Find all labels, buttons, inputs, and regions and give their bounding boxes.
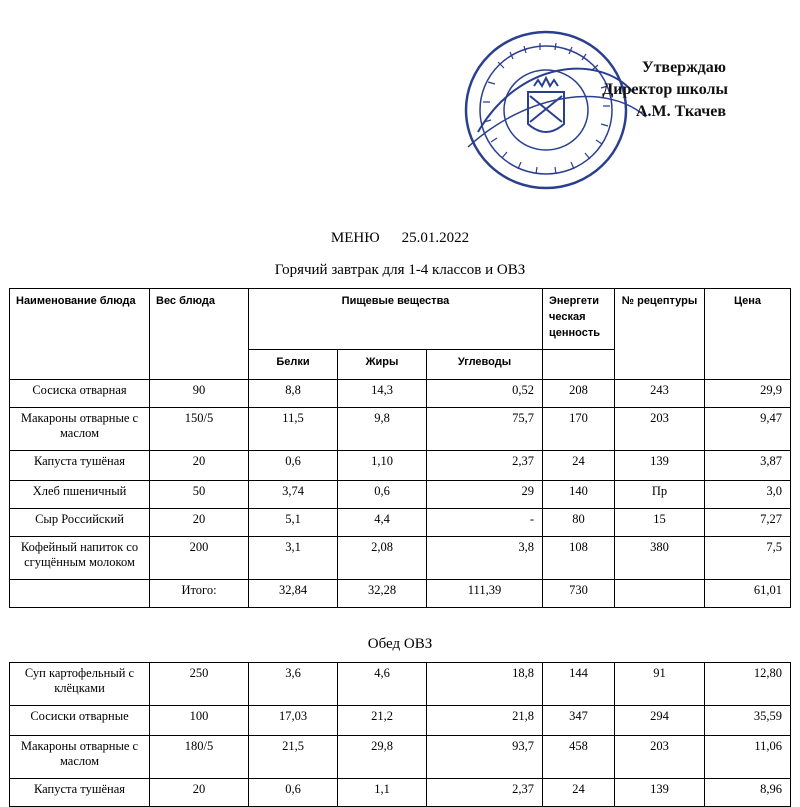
header-energy-sub — [543, 350, 615, 380]
header-weight: Вес блюда — [150, 289, 249, 380]
lunch-caption: Обед ОВЗ — [367, 636, 433, 652]
approval-line-name: А.М. Ткачев — [635, 103, 726, 120]
cell-energy: 144 — [543, 663, 615, 706]
table-row — [10, 779, 791, 807]
cell-price: 3,87 — [705, 451, 791, 481]
cell-fats: 21,2 — [338, 706, 427, 736]
total-recipe-empty — [615, 580, 705, 608]
cell-recipe: 380 — [615, 537, 705, 580]
cell-proteins: 5,1 — [249, 509, 338, 537]
approval-block — [598, 57, 738, 123]
cell-carbs: 0,52 — [427, 380, 543, 408]
cell-fats: 14,3 — [338, 380, 427, 408]
cell-proteins: 8,8 — [249, 380, 338, 408]
breakfast-total-row — [10, 580, 791, 608]
table-row — [10, 537, 791, 580]
cell-recipe: 294 — [615, 706, 705, 736]
approval-line-approve: Утверждаю — [641, 59, 726, 76]
cell-fats: 29,8 — [338, 736, 427, 779]
cell-recipe: 15 — [615, 509, 705, 537]
cell-price: 7,5 — [705, 537, 791, 580]
cell-price: 7,27 — [705, 509, 791, 537]
cell-dish-name: Макароны отварные с маслом — [10, 408, 150, 451]
header-proteins: Белки — [249, 350, 338, 380]
header-dish-name: Наименование блюда — [10, 289, 150, 380]
total-proteins: 32,84 — [249, 580, 338, 608]
cell-weight: 20 — [150, 779, 249, 807]
cell-proteins: 11,5 — [249, 408, 338, 451]
total-carbs: 111,39 — [427, 580, 543, 608]
cell-weight: 50 — [150, 481, 249, 509]
header-recipe: № рецептуры — [615, 289, 705, 380]
cell-recipe: 243 — [615, 380, 705, 408]
table-row — [10, 408, 791, 451]
cell-price: 9,47 — [705, 408, 791, 451]
cell-fats: 4,4 — [338, 509, 427, 537]
cell-energy: 347 — [543, 706, 615, 736]
header-energy: Энергети ческая ценность — [543, 289, 615, 350]
cell-energy: 140 — [543, 481, 615, 509]
cell-proteins: 3,1 — [249, 537, 338, 580]
header-fats: Жиры — [338, 350, 427, 380]
cell-dish-name: Кофейный напиток со сгущённым молоком — [10, 537, 150, 580]
total-energy: 730 — [543, 580, 615, 608]
cell-energy: 458 — [543, 736, 615, 779]
cell-price: 29,9 — [705, 380, 791, 408]
table-row — [10, 736, 791, 779]
table-row — [10, 451, 791, 481]
cell-price: 3,0 — [705, 481, 791, 509]
cell-dish-name: Сыр Российский — [10, 509, 150, 537]
cell-price: 8,96 — [705, 779, 791, 807]
cell-carbs: - — [427, 509, 543, 537]
cell-weight: 150/5 — [150, 408, 249, 451]
header-price: Цена — [705, 289, 791, 380]
lunch-table — [9, 662, 791, 807]
table-row — [10, 706, 791, 736]
cell-recipe: 139 — [615, 779, 705, 807]
cell-fats: 0,6 — [338, 481, 427, 509]
cell-recipe: 91 — [615, 663, 705, 706]
cell-dish-name: Сосиска отварная — [10, 380, 150, 408]
cell-recipe: Пр — [615, 481, 705, 509]
approval-line-position: Директор школы — [602, 81, 728, 98]
cell-fats: 9,8 — [338, 408, 427, 451]
cell-fats: 2,08 — [338, 537, 427, 580]
cell-carbs: 29 — [427, 481, 543, 509]
cell-carbs: 75,7 — [427, 408, 543, 451]
menu-date: 25.01.2022 — [401, 230, 470, 246]
cell-dish-name: Макароны отварные с маслом — [10, 736, 150, 779]
cell-proteins: 0,6 — [249, 779, 338, 807]
cell-carbs: 2,37 — [427, 451, 543, 481]
table-row — [10, 663, 791, 706]
cell-fats: 4,6 — [338, 663, 427, 706]
cell-carbs: 3,8 — [427, 537, 543, 580]
table-row — [10, 380, 791, 408]
cell-dish-name: Суп картофельный с клёцками — [10, 663, 150, 706]
cell-proteins: 3,6 — [249, 663, 338, 706]
cell-carbs: 18,8 — [427, 663, 543, 706]
total-price: 61,01 — [705, 580, 791, 608]
cell-energy: 170 — [543, 408, 615, 451]
cell-weight: 180/5 — [150, 736, 249, 779]
cell-dish-name: Капуста тушёная — [10, 451, 150, 481]
cell-proteins: 3,74 — [249, 481, 338, 509]
cell-price: 12,80 — [705, 663, 791, 706]
total-empty-cell — [10, 580, 150, 608]
total-label: Итого: — [150, 580, 249, 608]
cell-dish-name: Капуста тушёная — [10, 779, 150, 807]
menu-heading — [0, 230, 800, 247]
cell-weight: 90 — [150, 380, 249, 408]
menu-title: МЕНЮ — [330, 230, 380, 246]
cell-recipe: 203 — [615, 408, 705, 451]
cell-recipe: 203 — [615, 736, 705, 779]
cell-proteins: 21,5 — [249, 736, 338, 779]
cell-recipe: 139 — [615, 451, 705, 481]
cell-energy: 24 — [543, 779, 615, 807]
cell-weight: 20 — [150, 451, 249, 481]
cell-carbs: 93,7 — [427, 736, 543, 779]
cell-energy: 80 — [543, 509, 615, 537]
cell-energy: 24 — [543, 451, 615, 481]
header-nutrients: Пищевые вещества — [249, 289, 543, 350]
cell-carbs: 2,37 — [427, 779, 543, 807]
header-carbs: Углеводы — [427, 350, 543, 380]
cell-price: 35,59 — [705, 706, 791, 736]
cell-carbs: 21,8 — [427, 706, 543, 736]
cell-fats: 1,1 — [338, 779, 427, 807]
cell-weight: 100 — [150, 706, 249, 736]
cell-proteins: 0,6 — [249, 451, 338, 481]
cell-energy: 108 — [543, 537, 615, 580]
cell-price: 11,06 — [705, 736, 791, 779]
cell-weight: 200 — [150, 537, 249, 580]
breakfast-caption: Горячий завтрак для 1-4 классов и ОВЗ — [274, 262, 526, 278]
total-fats: 32,28 — [338, 580, 427, 608]
cell-energy: 208 — [543, 380, 615, 408]
cell-weight: 250 — [150, 663, 249, 706]
breakfast-table — [9, 288, 791, 608]
table-row — [10, 509, 791, 537]
cell-proteins: 17,03 — [249, 706, 338, 736]
cell-dish-name: Сосиски отварные — [10, 706, 150, 736]
cell-weight: 20 — [150, 509, 249, 537]
cell-fats: 1,10 — [338, 451, 427, 481]
table-row — [10, 481, 791, 509]
cell-dish-name: Хлеб пшеничный — [10, 481, 150, 509]
